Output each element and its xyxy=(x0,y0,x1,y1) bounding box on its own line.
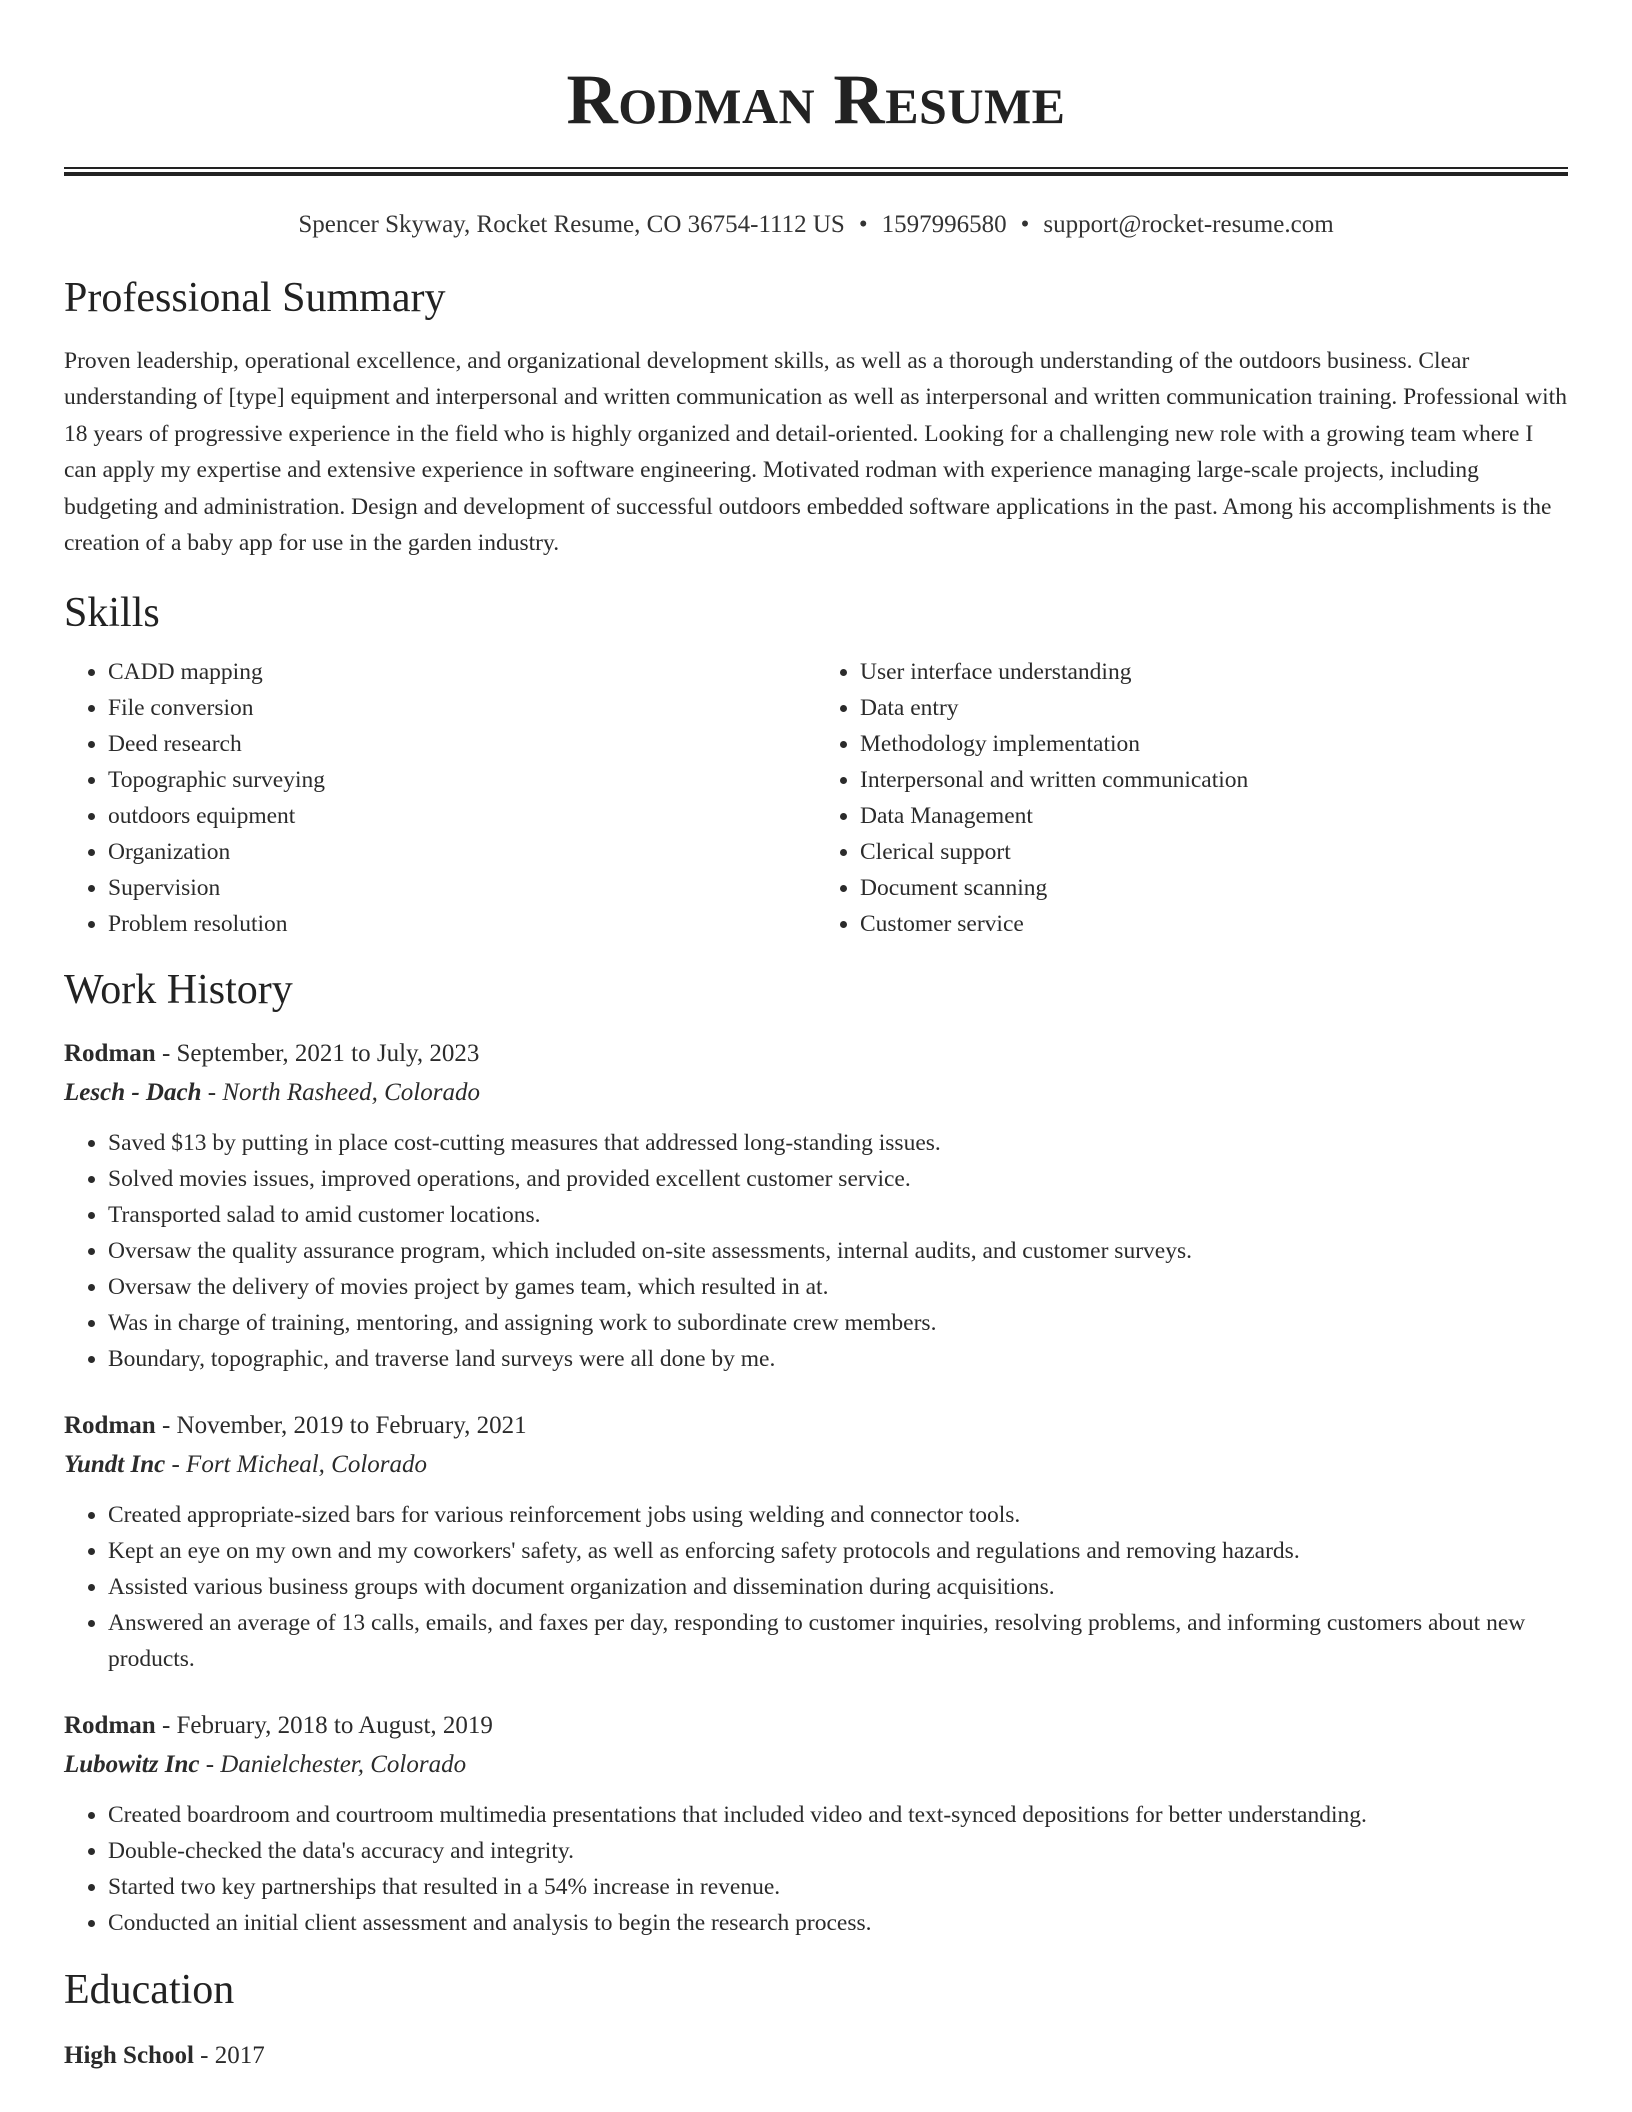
skill-item: • Methodology implementation xyxy=(860,726,1568,762)
skills-list-left xyxy=(64,654,816,942)
job-entry xyxy=(64,1407,1568,1677)
contact-phone: 1597996580 xyxy=(881,211,1007,238)
skills-heading: Skills xyxy=(64,590,160,637)
skill-item: • Topographic surveying xyxy=(108,762,816,798)
contact-separator: • xyxy=(1020,211,1030,238)
job-company: Lubowitz Inc xyxy=(64,1751,200,1779)
job-title: Rodman xyxy=(64,1412,156,1440)
skill-item: • Interpersonal and written communication xyxy=(860,762,1568,798)
contact-separator: • xyxy=(858,211,868,238)
contact-line xyxy=(64,209,1568,241)
job-duties-list xyxy=(64,1797,1568,1941)
job-duties-list xyxy=(64,1125,1568,1377)
skill-item: • CADD mapping xyxy=(108,654,816,690)
job-duty: • Created boardroom and courtroom multimedia presentations that included video and text-synced depositions for better understanding. xyxy=(108,1797,1568,1833)
skill-item: • Clerical support xyxy=(860,834,1568,870)
job-duty: • Conducted an initial client assessment and analysis to begin the research process. xyxy=(108,1905,1568,1941)
job-duties-list xyxy=(64,1497,1568,1677)
job-duty: • Assisted various business groups with document organization and dissemination during acquisitions. xyxy=(108,1569,1568,1605)
job-location: Danielchester, Colorado xyxy=(220,1751,467,1779)
job-duty: • Oversaw the delivery of movies project by games team, which resulted in at. xyxy=(108,1269,1568,1305)
job-location: Fort Micheal, Colorado xyxy=(186,1451,428,1479)
contact-email: support@rocket-resume.com xyxy=(1043,211,1334,238)
job-company-line: Lesch - Dach - North Rasheed, Colorado xyxy=(64,1079,480,1107)
education-degree: High School xyxy=(64,2042,194,2070)
job-company: Yundt Inc xyxy=(64,1451,166,1479)
job-title: Rodman xyxy=(64,1712,156,1740)
job-duty: • Kept an eye on my own and my coworkers' safety, as well as enforcing safety protocols and regulations and removing hazards. xyxy=(108,1533,1568,1569)
education-entry: High School - 2017 xyxy=(64,2042,265,2070)
skill-item: • Document scanning xyxy=(860,870,1568,906)
skill-item: • Data Management xyxy=(860,798,1568,834)
skill-item: • Customer service xyxy=(860,906,1568,942)
skills-list-right xyxy=(816,654,1568,942)
skill-item: • outdoors equipment xyxy=(108,798,816,834)
education-heading: Education xyxy=(64,1967,235,2014)
education-year: 2017 xyxy=(214,2042,265,2070)
skill-item: • Organization xyxy=(108,834,816,870)
job-duty: • Solved movies issues, improved operations, and provided excellent customer service. xyxy=(108,1161,1568,1197)
resume-title: Rodman Resume xyxy=(566,61,1066,139)
job-dates: September, 2021 to July, 2023 xyxy=(176,1040,480,1068)
job-duty: • Saved $13 by putting in place cost-cutting measures that addressed long-standing issues. xyxy=(108,1125,1568,1161)
title-divider xyxy=(64,167,1568,176)
job-title-line: Rodman - November, 2019 to February, 2021 xyxy=(64,1412,527,1440)
contact-address: Spencer Skyway, Rocket Resume, CO 36754-1112 US xyxy=(298,211,845,238)
job-duty: • Started two key partnerships that resulted in a 54% increase in revenue. xyxy=(108,1869,1568,1905)
job-duty: • Oversaw the quality assurance program, which included on-site assessments, internal audits, and customer surveys. xyxy=(108,1233,1568,1269)
job-entry xyxy=(64,1707,1568,1941)
job-company-line: Yundt Inc - Fort Micheal, Colorado xyxy=(64,1451,428,1479)
job-title-line: Rodman - September, 2021 to July, 2023 xyxy=(64,1040,480,1068)
skill-item: • File conversion xyxy=(108,690,816,726)
job-dates: November, 2019 to February, 2021 xyxy=(176,1412,527,1440)
skill-item: • Data entry xyxy=(860,690,1568,726)
job-company-line: Lubowitz Inc - Danielchester, Colorado xyxy=(64,1751,467,1779)
job-title-line: Rodman - February, 2018 to August, 2019 xyxy=(64,1712,493,1740)
job-entry xyxy=(64,1035,1568,1377)
skills-grid xyxy=(64,654,1568,942)
job-location: North Rasheed, Colorado xyxy=(222,1079,480,1107)
summary-text: Proven leadership, operational excellence, and organizational development skills, as well as a thorough understanding of the outdoors business. Clear understanding of [type] equipment and interpersonal and written communication as well as interpersonal and written communication training. Professional with 18 years of progressive experience in the field who is highly organized and detail-oriented. Looking for a challenging new role with a growing team where I can apply my expertise and extensive experience in software engineering. Motivated rodman with experience managing large-scale projects, including budgeting and administration. Design and development of successful outdoors embedded software applications in the past. Among his accomplishments is the creation of a baby app for use in the garden industry. xyxy=(64,348,1567,557)
summary-heading: Professional Summary xyxy=(64,275,446,321)
job-duty: • Answered an average of 13 calls, emails, and faxes per day, responding to customer inquiries, resolving problems, and informing customers about new products. xyxy=(108,1605,1568,1677)
job-duty: • Was in charge of training, mentoring, and assigning work to subordinate crew members. xyxy=(108,1305,1568,1341)
skill-item: • Supervision xyxy=(108,870,816,906)
skill-item: • Problem resolution xyxy=(108,906,816,942)
job-dates: February, 2018 to August, 2019 xyxy=(176,1712,493,1740)
job-company: Lesch - Dach xyxy=(64,1079,202,1107)
skill-item: • User interface understanding xyxy=(860,654,1568,690)
skill-item: • Deed research xyxy=(108,726,816,762)
work-history-heading: Work History xyxy=(64,967,293,1014)
job-duty: • Transported salad to amid customer locations. xyxy=(108,1197,1568,1233)
job-duty: • Boundary, topographic, and traverse land surveys were all done by me. xyxy=(108,1341,1568,1377)
job-title: Rodman xyxy=(64,1040,156,1068)
job-duty: • Created appropriate-sized bars for various reinforcement jobs using welding and connector tools. xyxy=(108,1497,1568,1533)
job-duty: • Double-checked the data's accuracy and integrity. xyxy=(108,1833,1568,1869)
